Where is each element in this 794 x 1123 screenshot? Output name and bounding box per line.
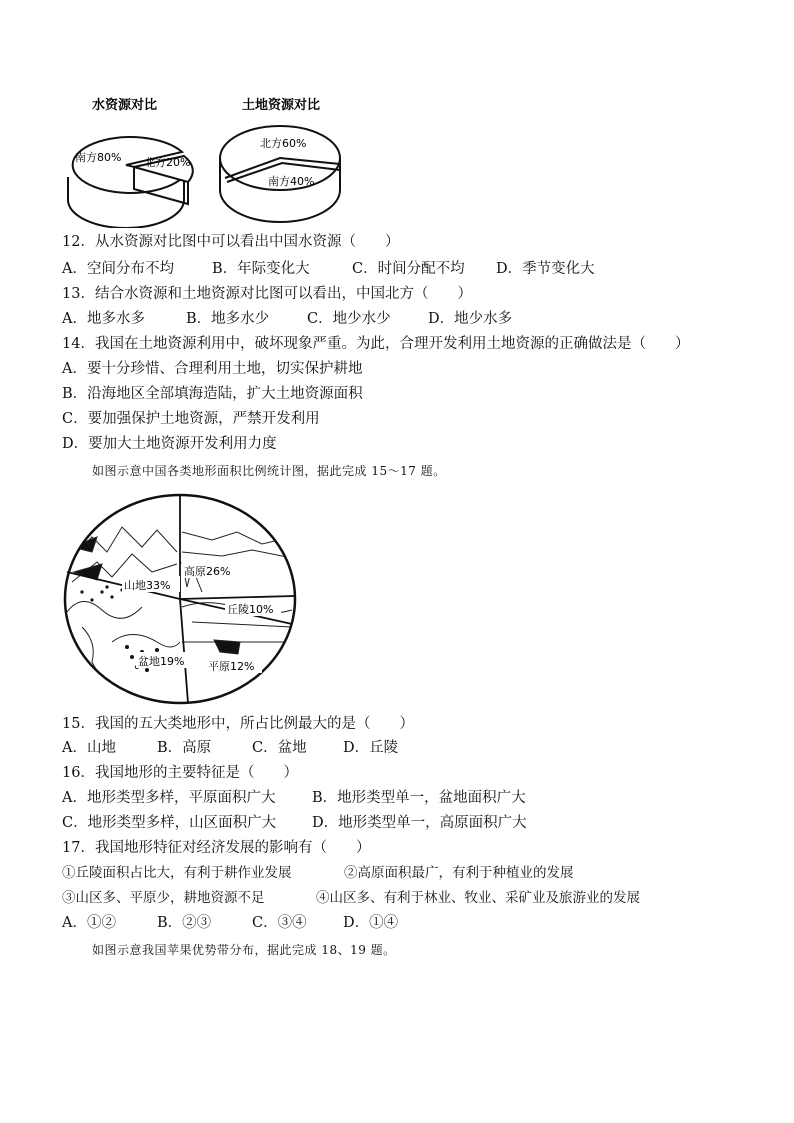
q13-option-b[interactable]: B．地多水少 <box>186 311 270 327</box>
q17-option-b[interactable]: B．②③ <box>157 915 212 931</box>
land-north-label: 北方60% <box>260 137 307 150</box>
land-chart-title: 土地资源对比 <box>242 98 321 113</box>
q14-stem: 14．我国在土地资源利用中，破坏现象严重。为此，合理开发利用土地资源的正确做法是（ ） <box>62 336 690 352</box>
land-south-label: 南方40% <box>268 175 315 188</box>
q16-option-d[interactable]: D．地形类型单一，高原面积广大 <box>312 815 527 831</box>
q13-stem: 13．结合水资源和土地资源对比图可以看出，中国北方（ ） <box>62 286 472 302</box>
q13-option-a[interactable]: A．地多水多 <box>62 311 145 327</box>
q13-option-d[interactable]: D．地少水多 <box>428 311 513 327</box>
q12-option-d[interactable]: D．季节变化大 <box>496 261 595 277</box>
q17-stem: 17．我国地形特征对经济发展的影响有（ ） <box>62 840 371 856</box>
q17-option-c[interactable]: C．③④ <box>252 915 307 931</box>
resource-comparison-figure <box>62 92 352 228</box>
q17-item-4: ④山区多、有利于林业、牧业、采矿业及旅游业的发展 <box>316 890 640 906</box>
q17-item-3: ③山区多、平原少，耕地资源不足 <box>62 890 265 906</box>
water-south-label: 南方80% <box>75 151 122 164</box>
q17-option-d[interactable]: D．①④ <box>343 915 399 931</box>
q14-option-d[interactable]: D．要加大土地资源开发利用力度 <box>62 436 277 452</box>
q15-option-d[interactable]: D．丘陵 <box>343 740 399 756</box>
terrain-hills-label: 丘陵10% <box>227 603 274 616</box>
terrain-proportion-figure <box>62 492 298 706</box>
figure-caption-18-19: 如图示意我国苹果优势带分布，据此完成 18、19 题。 <box>92 943 396 957</box>
q12-option-a[interactable]: A．空间分布不均 <box>62 261 174 277</box>
q17-item-2: ②高原面积最广，有利于种植业的发展 <box>344 865 574 881</box>
q13-option-c[interactable]: C．地少水少 <box>307 311 391 327</box>
q15-stem: 15．我国的五大类地形中，所占比例最大的是（ ） <box>62 716 414 732</box>
q12-option-b[interactable]: B．年际变化大 <box>212 261 310 277</box>
q12-stem: 12．从水资源对比图中可以看出中国水资源（ ） <box>62 234 400 250</box>
figure-caption-15-17: 如图示意中国各类地形面积比例统计图，据此完成 15～17 题。 <box>92 464 446 478</box>
q14-option-c[interactable]: C．要加强保护土地资源，严禁开发利用 <box>62 411 320 427</box>
q15-option-c[interactable]: C．盆地 <box>252 740 307 756</box>
water-chart-title: 水资源对比 <box>92 98 158 113</box>
terrain-basin-label: 盆地19% <box>138 655 185 668</box>
q15-option-a[interactable]: A．山地 <box>62 740 116 756</box>
q12-option-c[interactable]: C．时间分配不均 <box>352 261 465 277</box>
water-north-label: 北方20% <box>144 156 191 169</box>
q16-option-b[interactable]: B．地形类型单一，盆地面积广大 <box>312 790 526 806</box>
q16-stem: 16．我国地形的主要特征是（ ） <box>62 765 298 781</box>
q16-option-a[interactable]: A．地形类型多样，平原面积广大 <box>62 790 276 806</box>
q14-option-b[interactable]: B．沿海地区全部填海造陆，扩大土地资源面积 <box>62 386 363 402</box>
terrain-mountain-label: 山地33% <box>124 579 171 592</box>
q16-option-c[interactable]: C．地形类型多样，山区面积广大 <box>62 815 277 831</box>
q17-item-1: ①丘陵面积占比大，有利于耕作业发展 <box>62 865 292 881</box>
q15-option-b[interactable]: B．高原 <box>157 740 212 756</box>
q17-option-a[interactable]: A．①② <box>62 915 116 931</box>
terrain-plateau-label: 高原26% <box>184 565 231 578</box>
terrain-plain-label: 平原12% <box>208 660 255 673</box>
q14-option-a[interactable]: A．要十分珍惜、合理利用土地，切实保护耕地 <box>62 361 363 377</box>
